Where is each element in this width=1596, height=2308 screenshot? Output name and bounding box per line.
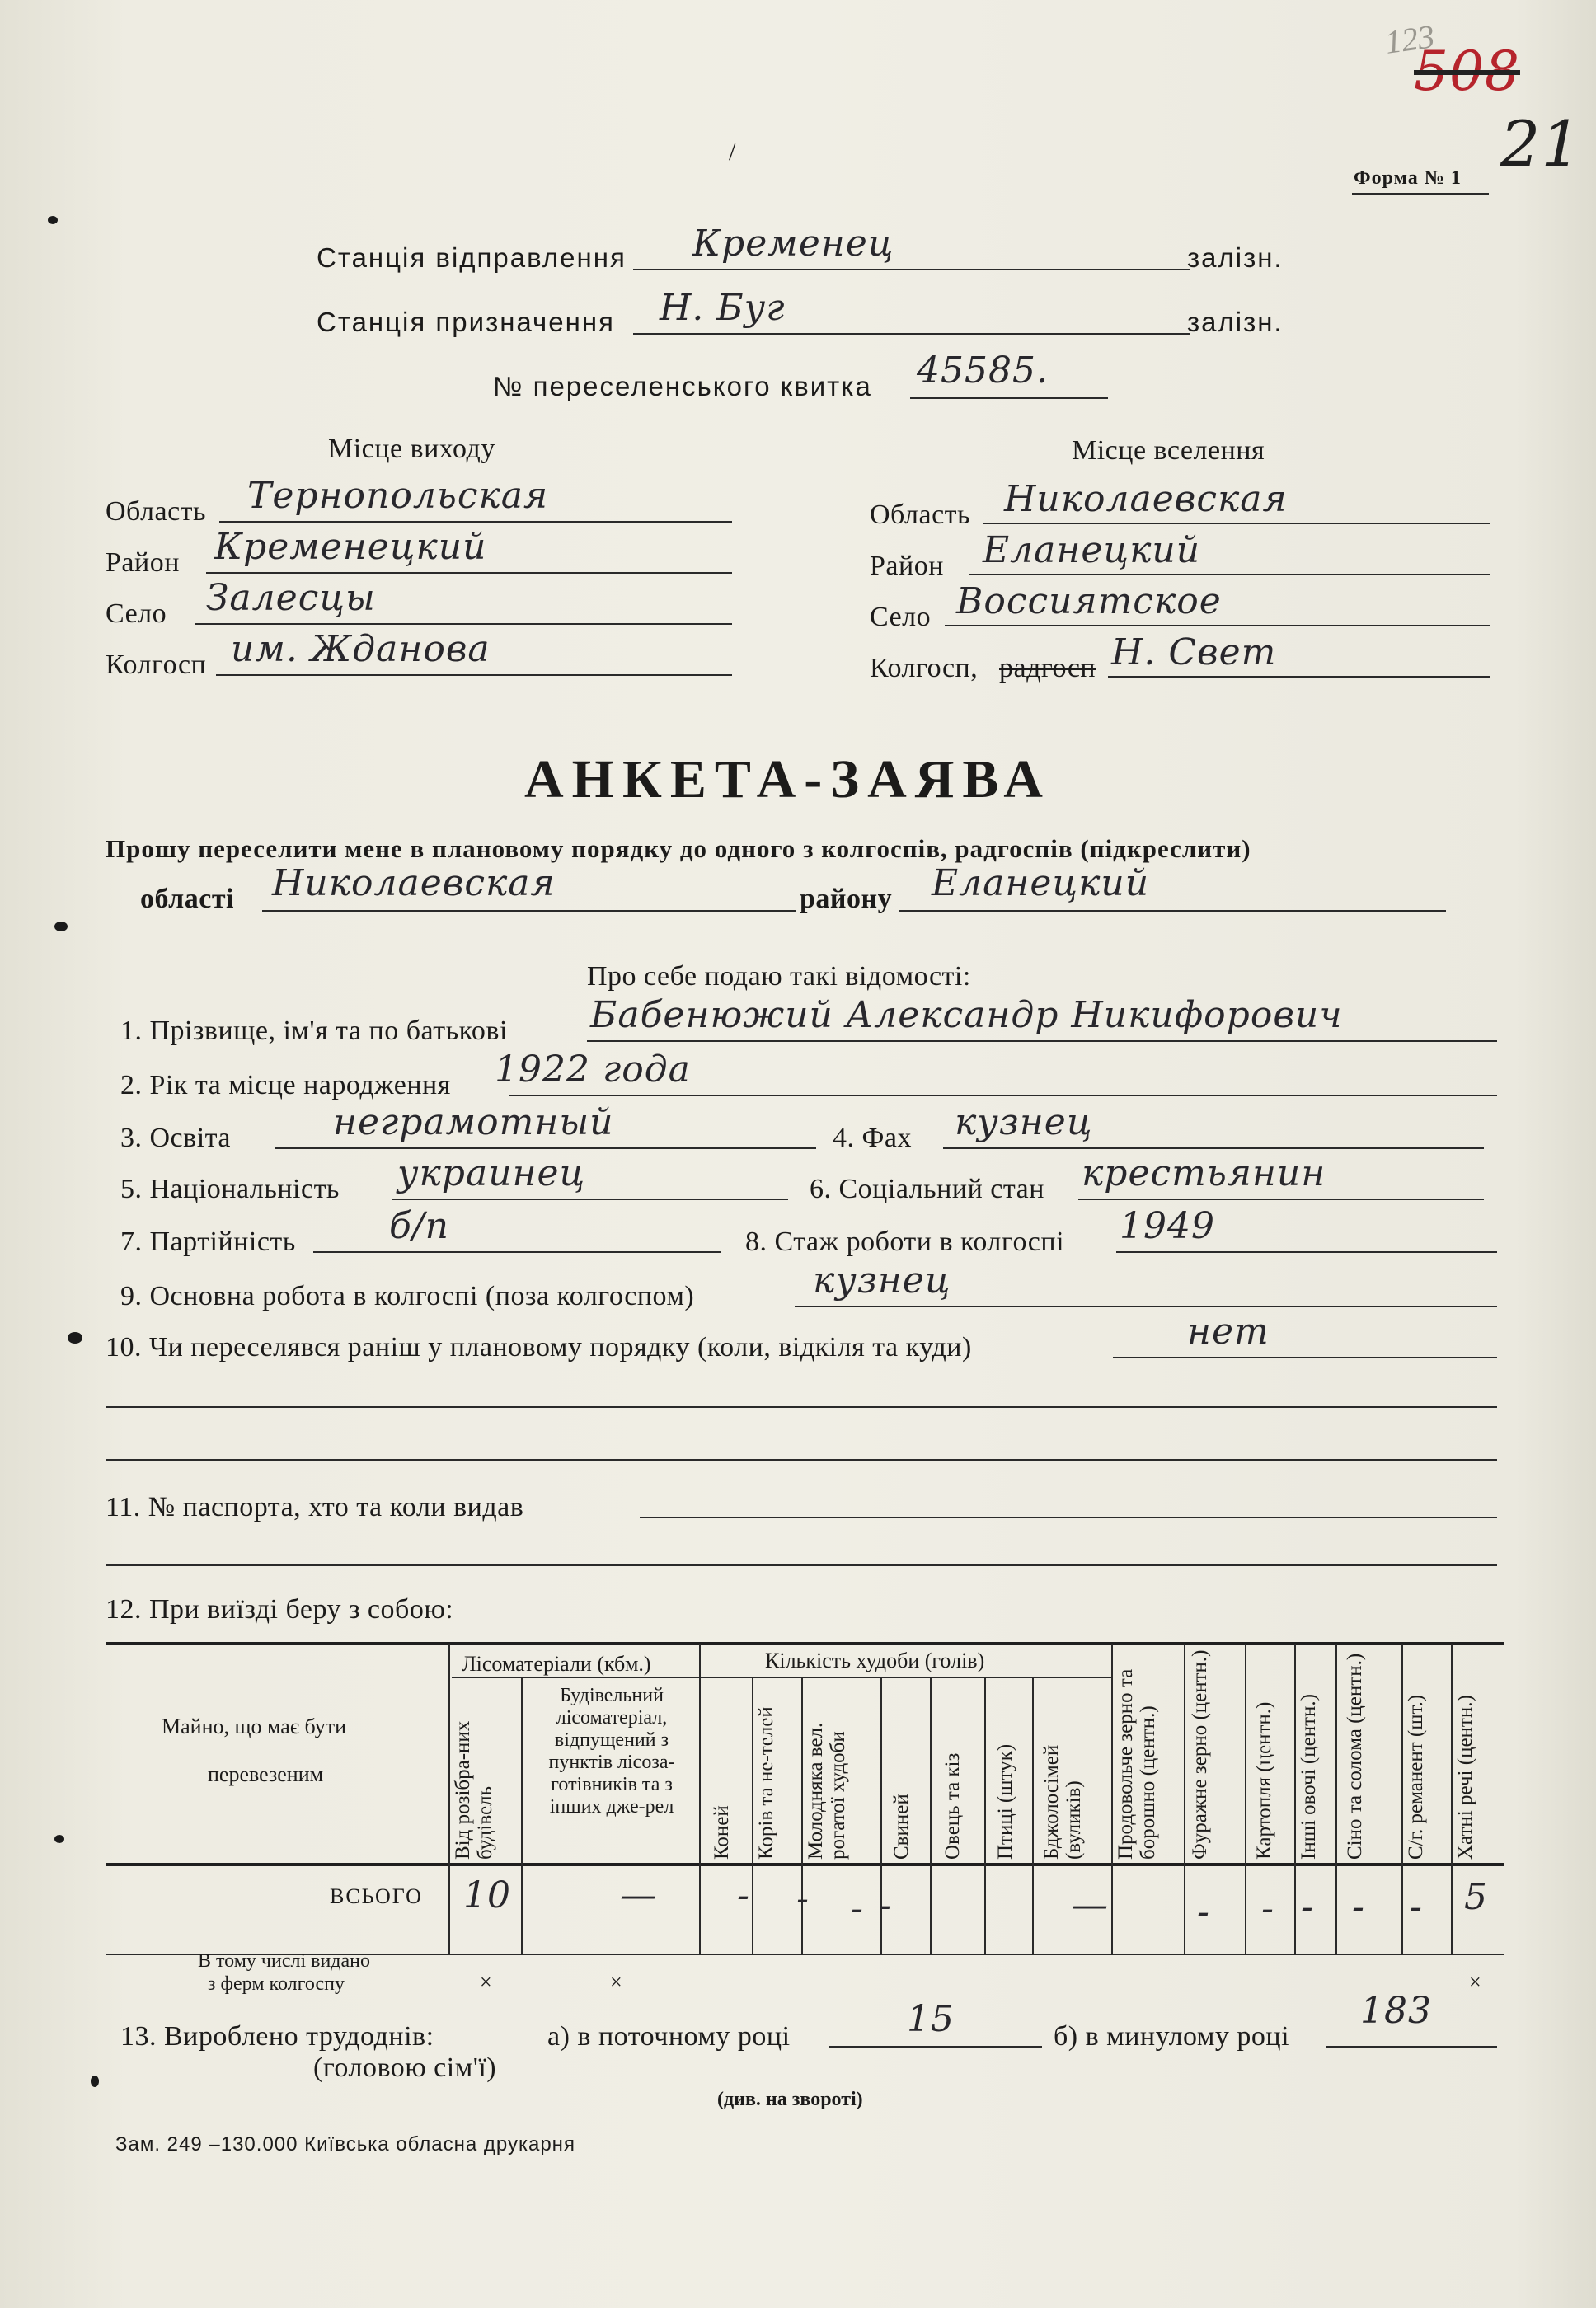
origin-raion-value: Кременецкий: [214, 526, 487, 568]
destination-kolhosp-value: Н. Свет: [1111, 631, 1277, 673]
field-12-label: 12. При виїзді беру з собою:: [106, 1594, 454, 1625]
workdays-label: 13. Вироблено трудоднів:: [120, 2021, 434, 2052]
origin-kolhosp-value: им. Жданова: [231, 628, 491, 670]
field-7-value: б/п: [389, 1205, 450, 1247]
field-11-label: 11. № паспорта, хто та коли видав: [106, 1492, 524, 1522]
workdays-current-value: 15: [907, 1998, 955, 2040]
col-young-cattle: Молодняка вел. рогатої худоби: [805, 1722, 849, 1860]
field-6-value: крестьянин: [1082, 1152, 1326, 1194]
destination-oblast-value: Николаевская: [1004, 478, 1288, 520]
destination-oblast-label: Область: [870, 500, 971, 530]
workdays-current-label: а) в поточному році: [547, 2021, 791, 2052]
total-cows: -: [796, 1878, 810, 1920]
field-3-label: 3. Освіта: [120, 1123, 232, 1153]
request-oblast-value: Николаевская: [272, 862, 556, 904]
total-pigs: -: [879, 1884, 892, 1926]
paper-speck: [48, 216, 58, 224]
request-oblast-label: області: [140, 884, 234, 914]
total-potatoes: -: [1261, 1888, 1274, 1930]
destination-raion-value: Еланецкий: [983, 529, 1201, 571]
total-building-timber: —: [620, 1874, 657, 1916]
col-other-vegetables: Інші овочі (центн.): [1298, 1694, 1320, 1860]
total-tools: -: [1410, 1886, 1423, 1928]
origin-selo-value: Залесцы: [206, 577, 376, 619]
about-heading: Про себе подаю такі відомості:: [587, 961, 971, 992]
form-number: Форма № 1: [1354, 167, 1462, 189]
col-pigs: Свиней: [890, 1794, 913, 1860]
paper-speck: [91, 2076, 99, 2087]
field-4-label: 4. Фах: [833, 1123, 912, 1153]
archive-number-new: 21: [1500, 107, 1582, 181]
field-2-label: 2. Рік та місце народження: [120, 1070, 451, 1100]
destination-selo-label: Село: [870, 602, 932, 632]
kolhosp-dismantled: ×: [480, 1970, 492, 1994]
row-total-label: ВСЬОГО: [330, 1884, 423, 1908]
col-sheep-goats: Овець та кіз: [941, 1752, 964, 1860]
kolhosp-building-timber: ×: [610, 1970, 622, 1994]
ticket-label: № переселенського квитка: [493, 371, 872, 401]
see-reverse-note: (див. на звороті): [717, 2089, 863, 2110]
origin-kolhosp-label: Колгосп: [106, 650, 207, 680]
ticket-value: 45585.: [917, 349, 1049, 392]
col-bee-colonies: Бджолосімей (вуликів): [1040, 1744, 1085, 1860]
field-6-label: 6. Соціальний стан: [810, 1174, 1044, 1204]
field-7-label: 7. Партійність: [120, 1227, 296, 1257]
workdays-sub: (головою сім'ї): [313, 2052, 497, 2083]
departure-value: Кременец: [692, 223, 894, 265]
total-hay: -: [1352, 1886, 1365, 1928]
total-household: 5: [1464, 1876, 1488, 1918]
origin-selo-label: Село: [106, 598, 167, 629]
departure-suffix: залізн.: [1187, 242, 1284, 273]
departure-label: Станція відправлення: [317, 242, 627, 273]
col-hay-straw: Сіно та солома (центн.): [1344, 1653, 1366, 1860]
col-fodder-grain: Фуражне зерно (центн.): [1189, 1649, 1211, 1860]
destination-selo-value: Воссиятское: [956, 580, 1222, 622]
archive-mark-faint: 123: [1382, 17, 1437, 61]
col-cows: Корів та не-телей: [755, 1706, 777, 1860]
field-1-label: 1. Прізвище, ім'я та по батькові: [120, 1016, 508, 1046]
field-4-value: кузнец: [955, 1101, 1093, 1143]
total-young-cattle: -: [851, 1888, 864, 1930]
field-1-value: Бабенюжий Александр Никифорович: [590, 994, 1343, 1036]
pencil-mark: /: [729, 138, 736, 166]
destination-kolhosp-label: Колгосп,: [870, 653, 979, 683]
field-8-label: 8. Стаж роботи в колгоспі: [745, 1227, 1065, 1257]
request-text: Прошу переселити мене в плановому порядку до одного з колгоспів, радгоспів (підкреслити): [106, 834, 1251, 863]
request-raion-value: Еланецкий: [932, 862, 1150, 904]
workdays-previous-value: 183: [1360, 1990, 1432, 2032]
destination-suffix: залізн.: [1187, 307, 1284, 337]
row-kolhosp-label-1: В тому числі видано: [198, 1950, 371, 1972]
destination-value: Н. Буг: [660, 287, 786, 329]
field-8-value: 1949: [1120, 1205, 1215, 1247]
col-dismantled-buildings: Від розібра-них будівель: [452, 1720, 496, 1860]
total-dismantled: 10: [463, 1874, 511, 1916]
destination-label: Станція призначення: [317, 307, 615, 337]
total-vegetables: -: [1301, 1886, 1314, 1928]
total-bees: —: [1072, 1884, 1109, 1926]
col-poultry: Птиці (штук): [994, 1743, 1016, 1860]
archive-number-old: 508: [1414, 40, 1520, 103]
origin-oblast-label: Область: [106, 496, 207, 527]
field-10-value: нет: [1187, 1311, 1270, 1353]
total-fodder: -: [1197, 1891, 1210, 1933]
destination-raion-label: Район: [870, 551, 944, 581]
field-5-value: украинец: [397, 1152, 586, 1194]
origin-oblast-value: Тернопольская: [247, 475, 549, 517]
col-farm-tools: С/г. реманент (шт.): [1405, 1694, 1427, 1860]
field-2-value: 1922 года: [495, 1048, 691, 1091]
table-property-header-2: перевезеним: [208, 1762, 324, 1786]
paper-speck: [54, 1835, 64, 1843]
row-kolhosp-label-2: з ферм колгоспу: [208, 1973, 345, 1995]
field-9-value: кузнец: [813, 1260, 951, 1302]
table-timber-group: Лісоматеріали (кбм.): [462, 1652, 651, 1676]
table-cattle-group: Кількість худоби (голів): [765, 1649, 985, 1672]
request-raion-label: району: [800, 884, 893, 914]
col-building-timber: Будівельний лісоматеріал, відпущений з пунктів лісоза-готівників та з інших дже-рел: [548, 1685, 675, 1818]
kolhosp-household: ×: [1469, 1970, 1481, 1994]
paper-speck: [54, 922, 68, 931]
paper-speck: [68, 1332, 82, 1344]
document-title: АНКЕТА-ЗАЯВА: [524, 749, 1051, 809]
field-5-label: 5. Національність: [120, 1174, 340, 1204]
total-horses: -: [737, 1874, 750, 1916]
origin-raion-label: Район: [106, 547, 180, 578]
destination-kolhosp-struck: радгосп: [999, 653, 1096, 683]
col-household: Хатні речі (центн.): [1454, 1695, 1476, 1860]
col-horses: Коней: [711, 1805, 733, 1860]
table-property-header-1: Майно, що має бути: [162, 1715, 346, 1738]
field-10-label: 10. Чи переселявся раніш у плановому порядку (коли, відкіля та куди): [106, 1332, 972, 1363]
printer-imprint: Зам. 249 –130.000 Київська обласна друкарня: [115, 2133, 575, 2156]
col-food-grain: Продовольче зерно та борошно (центн.): [1115, 1668, 1159, 1860]
field-3-value: неграмотный: [333, 1101, 614, 1143]
origin-heading: Місце виходу: [328, 434, 495, 464]
col-potatoes: Картопля (центн.): [1253, 1701, 1275, 1860]
workdays-previous-label: б) в минулому році: [1054, 2021, 1290, 2052]
field-9-label: 9. Основна робота в колгоспі (поза колгоспом): [120, 1281, 695, 1311]
destination-heading: Місце вселення: [1072, 435, 1265, 466]
